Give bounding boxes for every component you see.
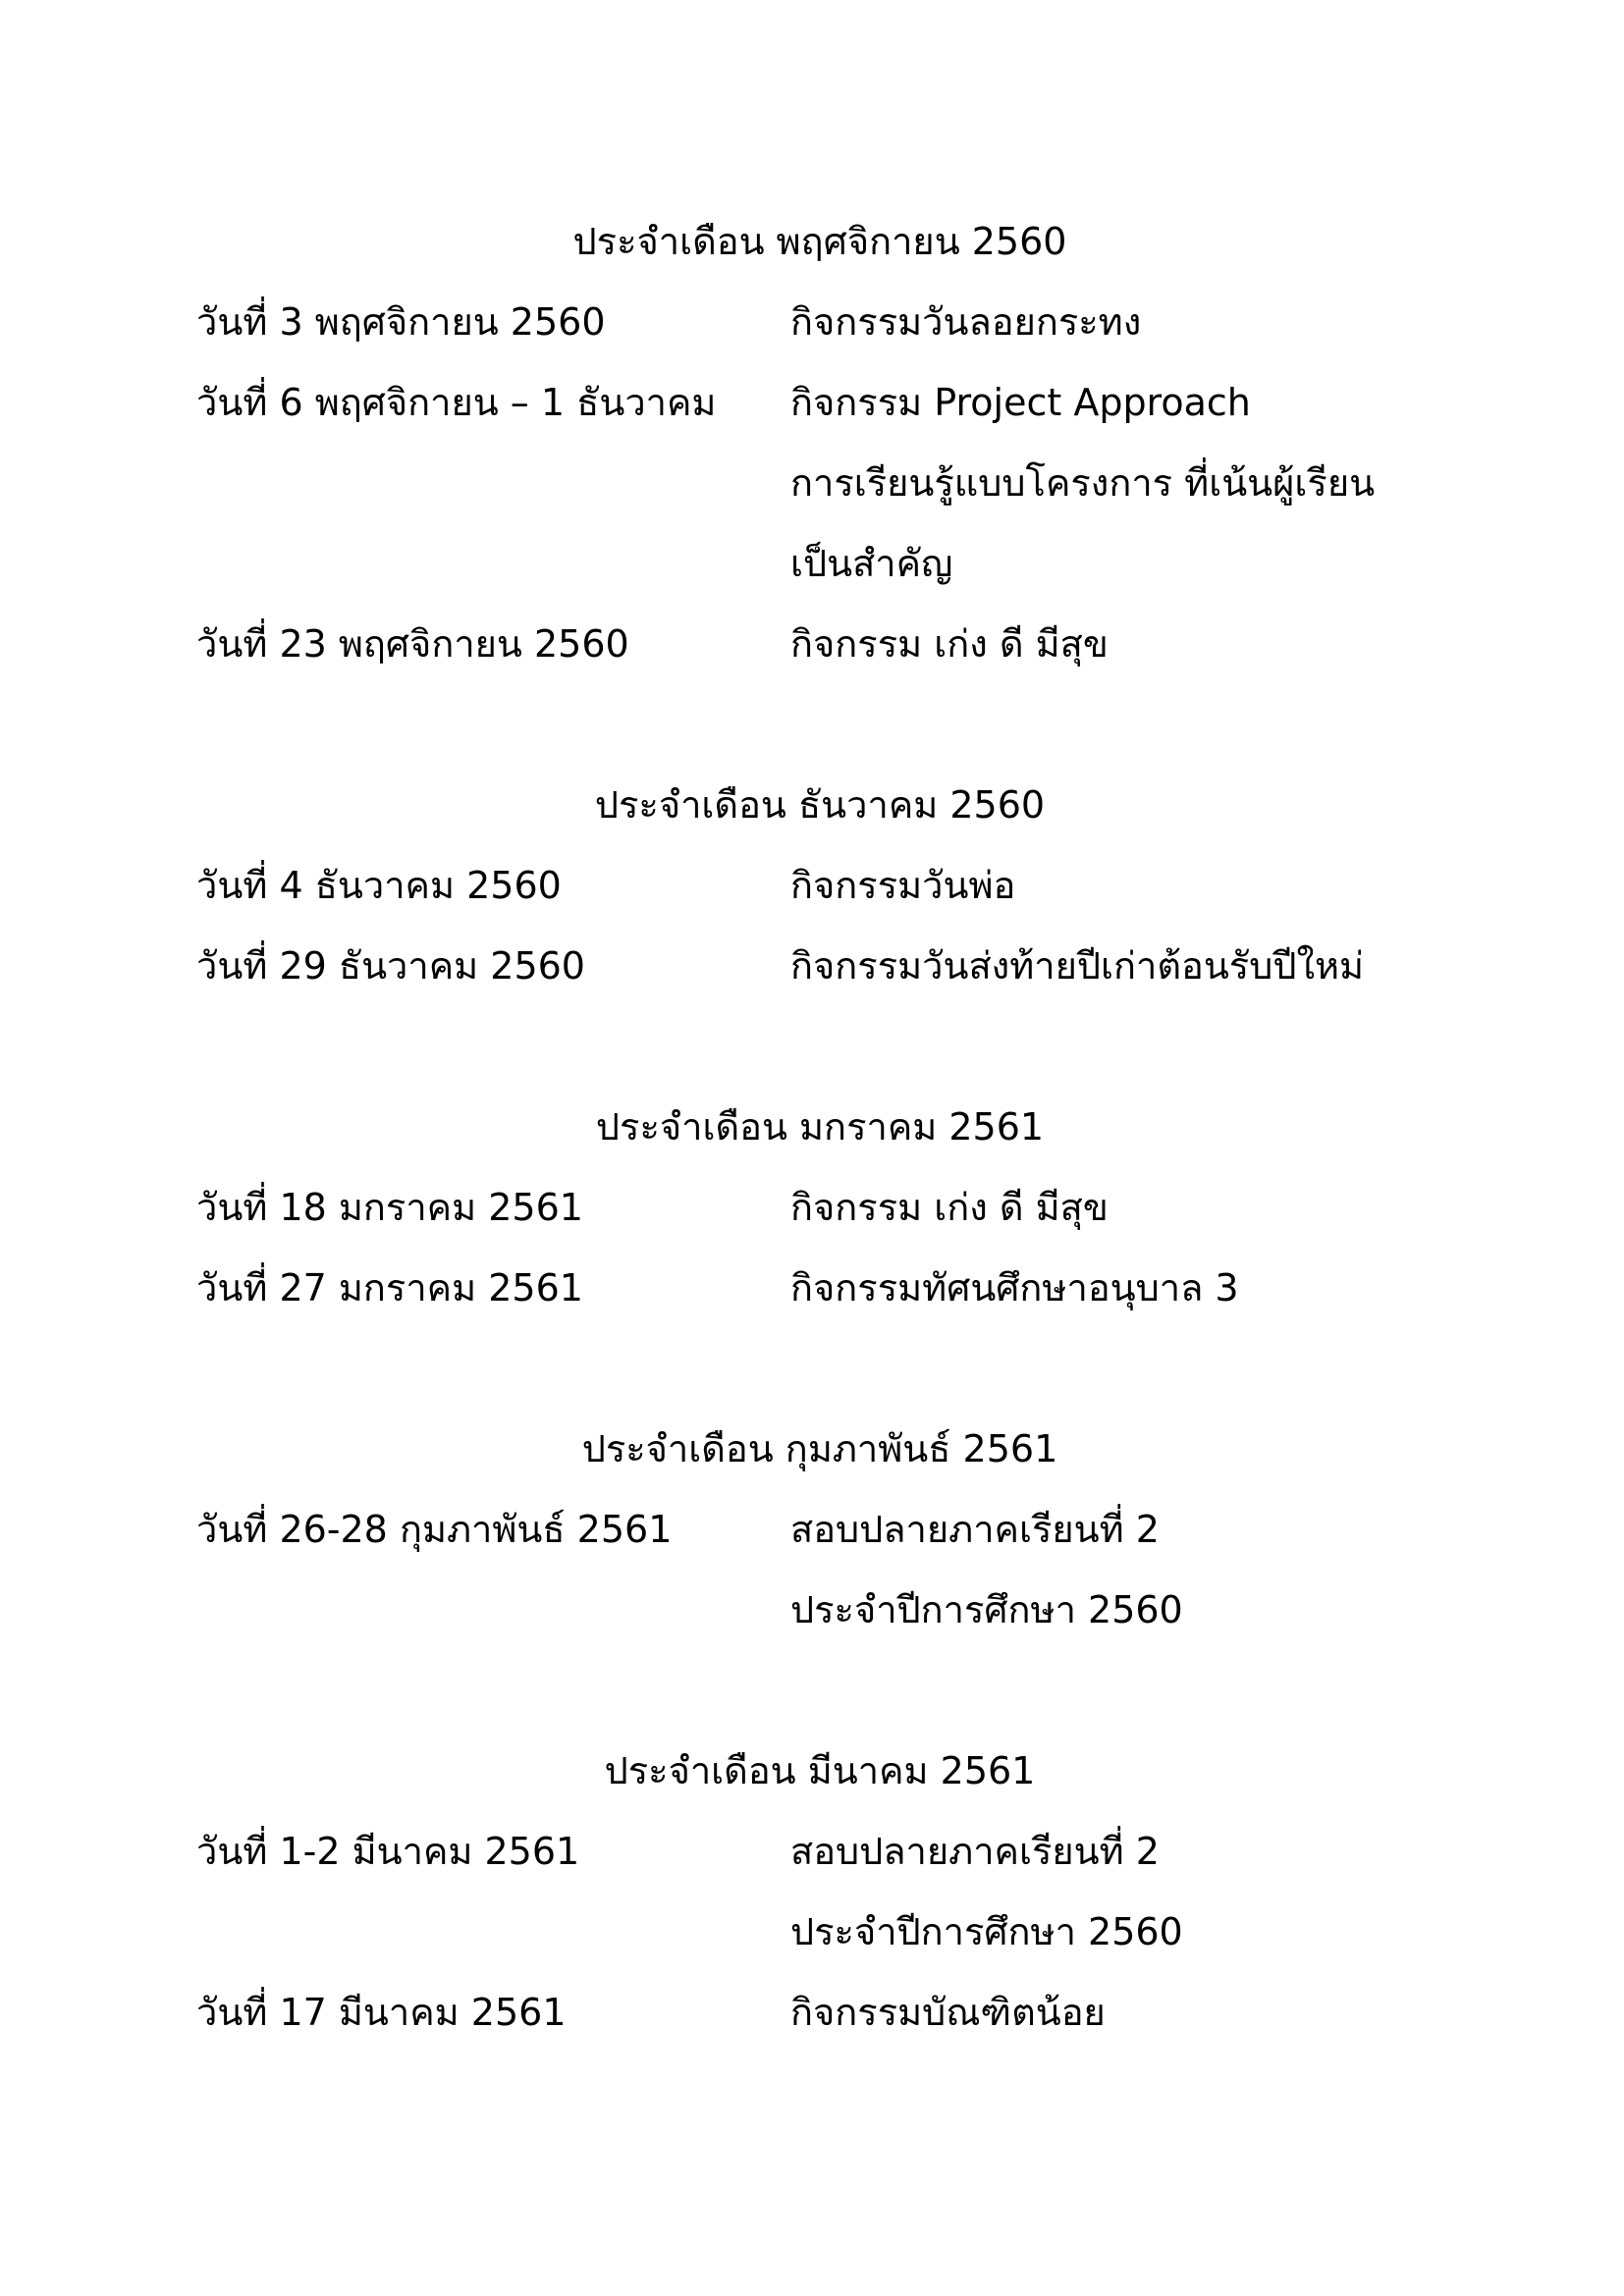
month-section bbox=[196, 765, 1424, 1006]
month-heading: ประจำเดือน มกราคม 2561 bbox=[595, 1105, 1045, 1148]
month-heading: ประจำเดือน ธันวาคม 2560 bbox=[594, 783, 1046, 827]
schedule-entry bbox=[196, 362, 1424, 604]
schedule-entry bbox=[196, 1248, 1424, 1328]
schedule-entry bbox=[196, 1167, 1424, 1248]
month-heading: ประจำเดือน พฤศจิกายน 2560 bbox=[572, 220, 1067, 263]
entry-date: วันที่ 1-2 มีนาคม 2561 bbox=[196, 1830, 580, 1873]
entry-activity bbox=[790, 845, 1424, 926]
entry-date: วันที่ 29 ธันวาคม 2560 bbox=[196, 944, 585, 988]
schedule-entry bbox=[196, 1811, 1424, 1972]
activity-line: กิจกรรม Project Approach bbox=[790, 381, 1251, 424]
schedule-entry bbox=[196, 926, 1424, 1006]
entry-activity bbox=[790, 926, 1424, 1006]
activity-line: กิจกรรมวันส่งท้ายปีเก่าต้อนรับปีใหม่ bbox=[790, 944, 1365, 988]
activity-line: กิจกรรม เก่ง ดี มีสุข bbox=[790, 1186, 1109, 1229]
entry-date: วันที่ 6 พฤศจิกายน – 1 ธันวาคม bbox=[196, 381, 717, 424]
entry-activity bbox=[790, 282, 1424, 362]
entry-date: วันที่ 27 มกราคม 2561 bbox=[196, 1266, 583, 1309]
entry-activity bbox=[790, 1167, 1424, 1248]
month-heading: ประจำเดือน มีนาคม 2561 bbox=[604, 1749, 1036, 1792]
entry-date: วันที่ 17 มีนาคม 2561 bbox=[196, 1991, 567, 2034]
month-section bbox=[196, 201, 1424, 684]
activity-line: กิจกรรมบัณฑิตน้อย bbox=[790, 1991, 1106, 2034]
month-section bbox=[196, 1409, 1424, 1650]
entry-activity bbox=[790, 362, 1424, 604]
schedule-entry bbox=[196, 604, 1424, 684]
activity-line: กิจกรรมวันลอยกระทง bbox=[790, 300, 1142, 344]
activity-line: ประจำปีการศึกษา 2560 bbox=[790, 1588, 1183, 1631]
entry-date: วันที่ 23 พฤศจิกายน 2560 bbox=[196, 622, 629, 666]
entry-activity bbox=[790, 1811, 1424, 1972]
activity-line: สอบปลายภาคเรียนที่ 2 bbox=[790, 1508, 1160, 1551]
entry-date: วันที่ 18 มกราคม 2561 bbox=[196, 1186, 583, 1229]
activity-line: เป็นสำคัญ bbox=[790, 542, 953, 585]
schedule-entry bbox=[196, 282, 1424, 362]
entry-date: วันที่ 26-28 กุมภาพันธ์ 2561 bbox=[196, 1508, 673, 1551]
activity-schedule bbox=[196, 201, 1424, 2133]
entry-activity bbox=[790, 604, 1424, 684]
month-section bbox=[196, 1731, 1424, 2053]
entry-activity bbox=[790, 1248, 1424, 1328]
entry-activity bbox=[790, 1489, 1424, 1650]
schedule-entry bbox=[196, 1489, 1424, 1650]
schedule-entry bbox=[196, 845, 1424, 926]
activity-line: การเรียนรู้แบบโครงการ ที่เน้นผู้เรียน bbox=[790, 461, 1376, 505]
schedule-entry bbox=[196, 1972, 1424, 2053]
activity-line: สอบปลายภาคเรียนที่ 2 bbox=[790, 1830, 1160, 1873]
month-section bbox=[196, 1087, 1424, 1328]
month-heading: ประจำเดือน กุมภาพันธ์ 2561 bbox=[581, 1427, 1058, 1470]
entry-activity bbox=[790, 1972, 1424, 2053]
entry-date: วันที่ 4 ธันวาคม 2560 bbox=[196, 864, 562, 907]
activity-line: กิจกรรมวันพ่อ bbox=[790, 864, 1016, 907]
activity-line: กิจกรรม เก่ง ดี มีสุข bbox=[790, 622, 1109, 666]
activity-line: กิจกรรมทัศนศึกษาอนุบาล 3 bbox=[790, 1266, 1239, 1309]
activity-line: ประจำปีการศึกษา 2560 bbox=[790, 1910, 1183, 1953]
entry-date: วันที่ 3 พฤศจิกายน 2560 bbox=[196, 300, 606, 344]
